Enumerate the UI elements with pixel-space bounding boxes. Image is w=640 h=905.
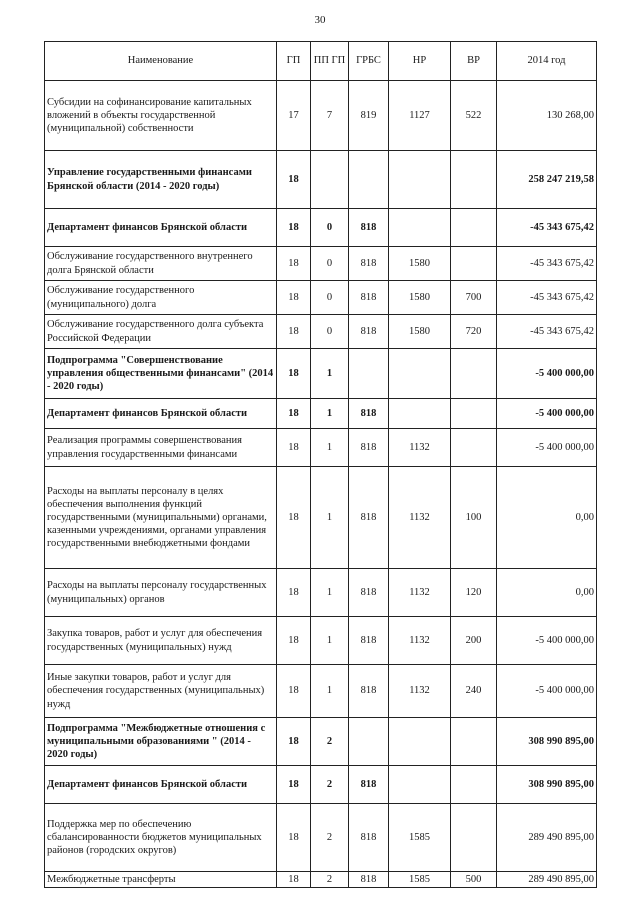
row-name: Межбюджетные трансферты: [45, 872, 277, 888]
row-gp: 18: [277, 804, 311, 872]
row-ppgp: 1: [311, 399, 349, 429]
row-name: Обслуживание государственного внутреннего долга Брянской области: [45, 247, 277, 281]
row-vr: 720: [451, 315, 497, 349]
row-name: Субсидии на софинансирование капитальных вложений в объекты государственной (муниципальной) собственности: [45, 81, 277, 151]
table-row: [45, 617, 597, 665]
row-gp: 18: [277, 349, 311, 399]
row-gp: 18: [277, 429, 311, 467]
table-row: [45, 151, 597, 209]
row-grbs: 819: [349, 81, 389, 151]
row-vr: [451, 399, 497, 429]
row-np: 1580: [389, 315, 451, 349]
table-row: [45, 429, 597, 467]
row-gp: 17: [277, 81, 311, 151]
row-name: Поддержка мер по обеспечению сбалансированности бюджетов муниципальных районов (городских округов): [45, 804, 277, 872]
row-grbs: 818: [349, 617, 389, 665]
row-ppgp: 1: [311, 429, 349, 467]
row-amount: -45 343 675,42: [497, 281, 597, 315]
row-np: [389, 209, 451, 247]
row-np: [389, 151, 451, 209]
row-amount: -45 343 675,42: [497, 209, 597, 247]
row-name: Расходы на выплаты персоналу в целях обеспечения выполнения функций государственными (муниципальными) органами, казенными учреждениями, органами управления государственными внебюджетными фондами: [45, 467, 277, 569]
row-grbs: [349, 349, 389, 399]
header-year: 2014 год: [497, 42, 597, 81]
table-row: [45, 665, 597, 718]
row-amount: -5 400 000,00: [497, 665, 597, 718]
row-ppgp: 1: [311, 617, 349, 665]
table-row: [45, 247, 597, 281]
row-gp: 18: [277, 617, 311, 665]
row-gp: 18: [277, 467, 311, 569]
row-ppgp: 0: [311, 209, 349, 247]
row-vr: 100: [451, 467, 497, 569]
header-row: [45, 42, 597, 81]
row-amount: 289 490 895,00: [497, 872, 597, 888]
row-ppgp: [311, 151, 349, 209]
row-vr: 700: [451, 281, 497, 315]
row-vr: 500: [451, 872, 497, 888]
row-ppgp: 2: [311, 766, 349, 804]
row-amount: -45 343 675,42: [497, 315, 597, 349]
row-name: Подпрограмма "Межбюджетные отношения с муниципальными образованиями " (2014 - 2020 годы): [45, 718, 277, 766]
row-ppgp: 0: [311, 315, 349, 349]
row-np: [389, 718, 451, 766]
row-ppgp: 2: [311, 804, 349, 872]
row-gp: 18: [277, 569, 311, 617]
row-ppgp: 0: [311, 281, 349, 315]
row-grbs: 818: [349, 281, 389, 315]
table-row: [45, 81, 597, 151]
row-vr: [451, 429, 497, 467]
header-name: Наименование: [45, 42, 277, 81]
row-gp: 18: [277, 247, 311, 281]
row-amount: 258 247 219,58: [497, 151, 597, 209]
row-name: Департамент финансов Брянской области: [45, 399, 277, 429]
row-ppgp: 7: [311, 81, 349, 151]
row-grbs: 818: [349, 247, 389, 281]
header-grbs: ГРБС: [349, 42, 389, 81]
row-name: Департамент финансов Брянской области: [45, 766, 277, 804]
row-np: 1132: [389, 617, 451, 665]
row-np: 1132: [389, 429, 451, 467]
row-ppgp: 1: [311, 569, 349, 617]
row-np: [389, 766, 451, 804]
row-amount: -5 400 000,00: [497, 429, 597, 467]
row-name: Обслуживание государственного долга субъекта Российской Федерации: [45, 315, 277, 349]
header-gp: ГП: [277, 42, 311, 81]
row-name: Закупка товаров, работ и услуг для обеспечения государственных (муниципальных) нужд: [45, 617, 277, 665]
row-name: Подпрограмма "Совершенствование управления общественными финансами" (2014 - 2020 годы): [45, 349, 277, 399]
header-ppgp: ПП ГП: [311, 42, 349, 81]
row-amount: 289 490 895,00: [497, 804, 597, 872]
row-vr: [451, 349, 497, 399]
table-row: [45, 467, 597, 569]
row-np: 1580: [389, 281, 451, 315]
header-vr: ВР: [451, 42, 497, 81]
row-np: [389, 349, 451, 399]
row-vr: 522: [451, 81, 497, 151]
row-vr: 120: [451, 569, 497, 617]
row-name: Департамент финансов Брянской области: [45, 209, 277, 247]
row-np: 1580: [389, 247, 451, 281]
row-grbs: 818: [349, 467, 389, 569]
row-np: 1127: [389, 81, 451, 151]
row-ppgp: 1: [311, 467, 349, 569]
table-row: [45, 399, 597, 429]
row-gp: 18: [277, 209, 311, 247]
row-ppgp: 2: [311, 718, 349, 766]
row-amount: -45 343 675,42: [497, 247, 597, 281]
row-gp: 18: [277, 399, 311, 429]
row-amount: 0,00: [497, 467, 597, 569]
row-grbs: 818: [349, 399, 389, 429]
row-name: Обслуживание государственного (муниципального) долга: [45, 281, 277, 315]
page-number: 30: [314, 14, 326, 26]
row-amount: -5 400 000,00: [497, 349, 597, 399]
row-grbs: 818: [349, 872, 389, 888]
row-gp: 18: [277, 766, 311, 804]
row-grbs: 818: [349, 766, 389, 804]
row-amount: 0,00: [497, 569, 597, 617]
row-grbs: 818: [349, 569, 389, 617]
table-row: [45, 315, 597, 349]
row-gp: 18: [277, 151, 311, 209]
row-ppgp: 2: [311, 872, 349, 888]
row-np: 1585: [389, 872, 451, 888]
table-row: [45, 718, 597, 766]
row-name: Расходы на выплаты персоналу государственных (муниципальных) органов: [45, 569, 277, 617]
row-np: 1585: [389, 804, 451, 872]
row-gp: 18: [277, 718, 311, 766]
table-row: [45, 281, 597, 315]
row-name: Управление государственными финансами Брянской области (2014 - 2020 годы): [45, 151, 277, 209]
row-name: Реализация программы совершенствования управления государственными финансами: [45, 429, 277, 467]
row-np: [389, 399, 451, 429]
row-vr: [451, 718, 497, 766]
row-vr: [451, 247, 497, 281]
row-amount: 308 990 895,00: [497, 766, 597, 804]
row-ppgp: 1: [311, 665, 349, 718]
row-gp: 18: [277, 872, 311, 888]
row-grbs: 818: [349, 315, 389, 349]
row-grbs: 818: [349, 429, 389, 467]
row-vr: 200: [451, 617, 497, 665]
row-amount: -5 400 000,00: [497, 399, 597, 429]
row-grbs: [349, 718, 389, 766]
row-vr: 240: [451, 665, 497, 718]
row-amount: 308 990 895,00: [497, 718, 597, 766]
row-ppgp: 1: [311, 349, 349, 399]
row-grbs: 818: [349, 804, 389, 872]
row-np: 1132: [389, 665, 451, 718]
row-vr: [451, 209, 497, 247]
row-vr: [451, 151, 497, 209]
row-gp: 18: [277, 281, 311, 315]
row-np: 1132: [389, 467, 451, 569]
row-ppgp: 0: [311, 247, 349, 281]
table-row: [45, 804, 597, 872]
row-np: 1132: [389, 569, 451, 617]
row-gp: 18: [277, 665, 311, 718]
row-grbs: [349, 151, 389, 209]
row-gp: 18: [277, 315, 311, 349]
table-row: [45, 872, 597, 888]
budget-table: [44, 41, 597, 888]
row-vr: [451, 804, 497, 872]
row-name: Иные закупки товаров, работ и услуг для обеспечения государственных (муниципальных) нужд: [45, 665, 277, 718]
row-vr: [451, 766, 497, 804]
table-row: [45, 569, 597, 617]
table-row: [45, 349, 597, 399]
row-grbs: 818: [349, 209, 389, 247]
table-row: [45, 766, 597, 804]
row-grbs: 818: [349, 665, 389, 718]
row-amount: 130 268,00: [497, 81, 597, 151]
header-np: НР: [389, 42, 451, 81]
row-amount: -5 400 000,00: [497, 617, 597, 665]
table-row: [45, 209, 597, 247]
